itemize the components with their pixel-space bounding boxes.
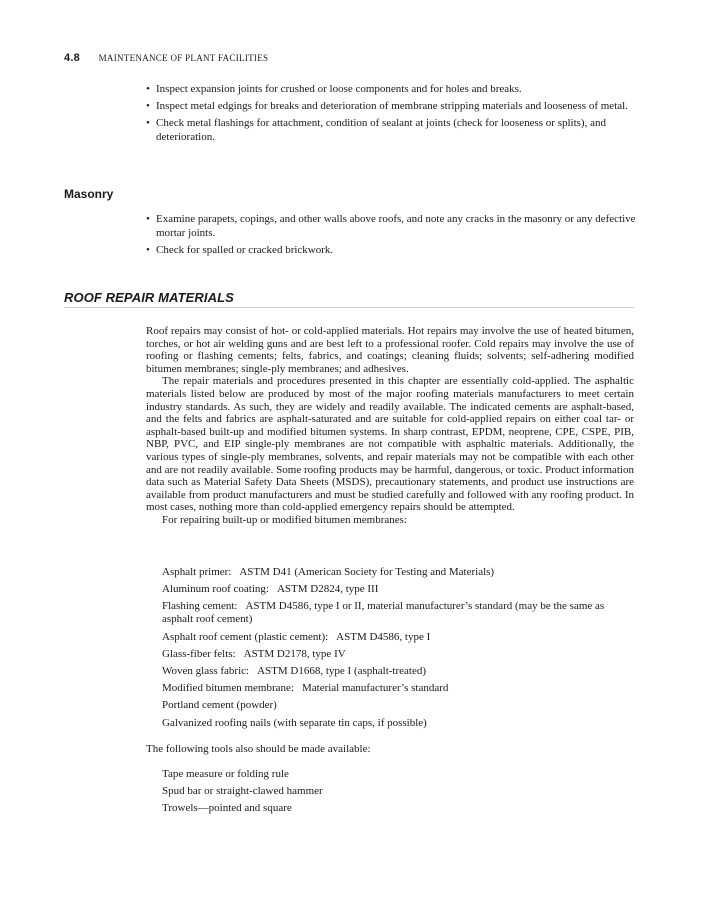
tool-item: Tape measure or folding rule [162, 768, 289, 780]
material-spec: ASTM D41 (American Society for Testing and Materials) [239, 566, 495, 578]
page-number: 4.8 [64, 52, 80, 64]
material-name: Aluminum roof coating: [162, 583, 269, 596]
section-heading: ROOF REPAIR MATERIALS [64, 290, 234, 305]
running-header [64, 52, 268, 64]
running-title: MAINTENANCE OF PLANT FACILITIES [98, 53, 269, 63]
material-name: Portland cement (powder) [162, 699, 277, 712]
material-name: Galvanized roofing nails (with separate tin caps, if possible) [162, 716, 427, 729]
material-item [162, 631, 634, 644]
material-name: Asphalt roof cement (plastic cement): [162, 630, 329, 643]
masonry-bullet-list [146, 212, 638, 260]
material-name: Modified bitumen membrane: [162, 682, 294, 695]
section-divider [64, 307, 634, 308]
material-item [162, 682, 634, 695]
section-body [146, 325, 634, 527]
bullet-item: • Inspect expansion joints for crushed or loose components and for holes and breaks. [146, 82, 638, 96]
material-item [162, 600, 634, 626]
material-item [162, 717, 634, 730]
material-item [162, 648, 634, 661]
material-spec: ASTM D2824, type III [276, 583, 379, 596]
materials-list [162, 566, 634, 734]
paragraph: Roof repairs may consist of hot- or cold-applied materials. Hot repairs may involve the use of heated bitumen, torches, or hot air welding guns and are best left to a professional roofer. Cold repairs may involve the use of roofing or flashing cements; felts, fabrics, and coatings; cleaning fluids; solvents; self-adhering modified bitumen membranes; single-ply membranes; and adhesives. [146, 325, 634, 375]
tool-item: Spud bar or straight-clawed hammer [162, 785, 323, 798]
top-bullet-list [146, 82, 638, 147]
material-spec: ASTM D4586, type I or II, material manufacturer’s standard (may be the same as asphalt roof cement) [162, 600, 605, 626]
bullet-item: • Check for spalled or cracked brickwork. [146, 243, 638, 257]
material-item [162, 699, 634, 712]
bullet-item: • Inspect metal edgings for breaks and deterioration of membrane stripping materials and looseness of metal. [146, 99, 638, 113]
material-spec: ASTM D1668, type I (asphalt-treated) [257, 664, 427, 677]
bullet-item: • Examine parapets, copings, and other walls above roofs, and note any cracks in the masonry or any defective mortar joints. [146, 212, 638, 240]
material-name: Asphalt primer: [162, 566, 232, 578]
tools-list [162, 768, 323, 820]
material-spec: ASTM D2178, type IV [243, 647, 346, 660]
material-item [162, 665, 634, 678]
paragraph: For repairing built-up or modified bitumen membranes: [162, 513, 408, 526]
material-spec: ASTM D4586, type I [336, 630, 431, 643]
material-item [162, 583, 634, 596]
material-name: Flashing cement: [162, 600, 238, 613]
tools-intro: The following tools also should be made available: [146, 743, 371, 755]
tool-item: Trowels—pointed and square [162, 802, 292, 815]
paragraph: The repair materials and procedures presented in this chapter are essentially cold-applied. The asphaltic materials listed below are produced by most of the major roofing materials manufacturers to meet certain industry standards. As such, they are widely and readily available. The indicated cements are asphalt-based, and the felts and fabrics are asphalt-saturated and are suitable for cold-applied repairs on either coal tar- or asphalt-based built-up and modified bitumen systems. In sharp contrast, EPDM, neoprene, CPE, CSPE, PIB, NBP, PVC, and EIP single-ply membranes are not compatible with asphaltic materials. Additionally, the various types of single-ply membranes, solvents, and repair materials may not be compatible with each other and are not readily available. Some roofing products may be harmful, dangerous, or toxic. Product information data such as Material Safety Data Sheets (MSDS), precautionary statements, and product use instructions are available from product manufacturers and must be studied carefully and followed with any roofing product. In most cases, nothing more than cold-applied emergency repairs should be attempted. [146, 375, 634, 514]
material-item [162, 566, 634, 579]
material-spec: Material manufacturer’s standard [301, 682, 449, 695]
masonry-heading: Masonry [64, 187, 114, 201]
bullet-item: • Check metal flashings for attachment, condition of sealant at joints (check for looseness or splits), and deterioration. [146, 116, 638, 144]
material-name: Glass-fiber felts: [162, 647, 236, 660]
material-name: Woven glass fabric: [162, 664, 250, 677]
